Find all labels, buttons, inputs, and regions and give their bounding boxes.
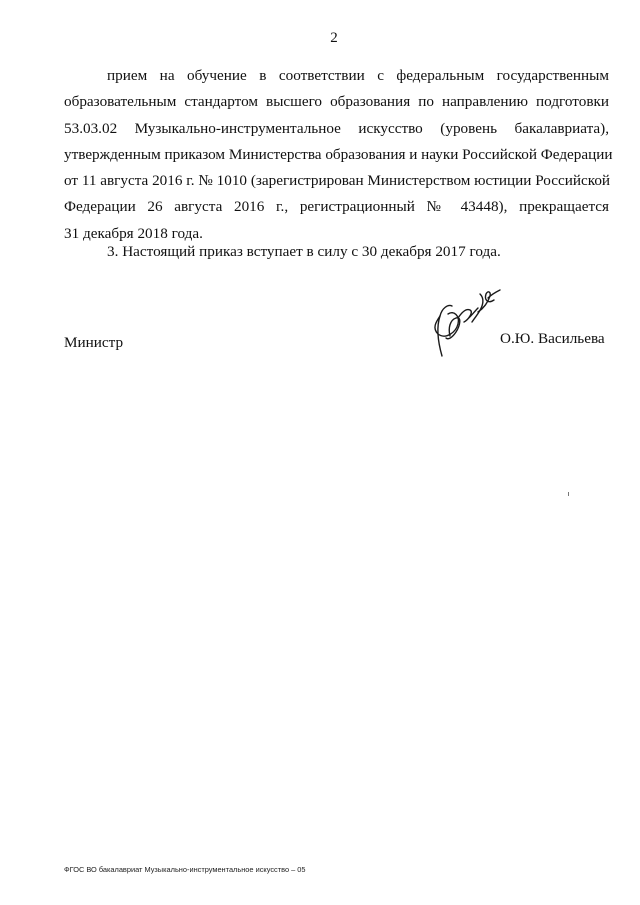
- handwritten-signature: [428, 282, 508, 362]
- paragraph-line: прием на обучение в соответствии с федеральным государственным: [107, 67, 609, 84]
- document-footer: ФГОС ВО бакалавриат Музыкально-инструментальное искусство – 05: [64, 865, 306, 874]
- signatory-name: О.Ю. Васильева: [500, 330, 605, 347]
- scan-speck: [568, 492, 569, 496]
- page-number: 2: [330, 30, 338, 46]
- paragraph-line: от 11 августа 2016 г. № 1010 (зарегистрирован Министерством юстиции Российской: [64, 172, 611, 190]
- paragraph-line: образовательным стандартом высшего образования по направлению подготовки: [64, 93, 609, 111]
- paragraph-line: Федерации 26 августа 2016 г., регистрационный № 43448), прекращается: [64, 198, 609, 216]
- clause-3-effective-date: 3. Настоящий приказ вступает в силу с 30 декабря 2017 года.: [107, 243, 501, 260]
- paragraph-line: утвержденным приказом Министерства образования и науки Российской Федерации: [64, 145, 613, 163]
- body-text: [64, 63, 613, 247]
- signatory-title: Министр: [64, 334, 124, 351]
- paragraph-termination: [64, 63, 613, 247]
- paragraph-line: 53.03.02 Музыкально-инструментальное искусство (уровень бакалавриата),: [64, 119, 609, 137]
- paragraph-line: 31 декабря 2018 года.: [64, 224, 203, 242]
